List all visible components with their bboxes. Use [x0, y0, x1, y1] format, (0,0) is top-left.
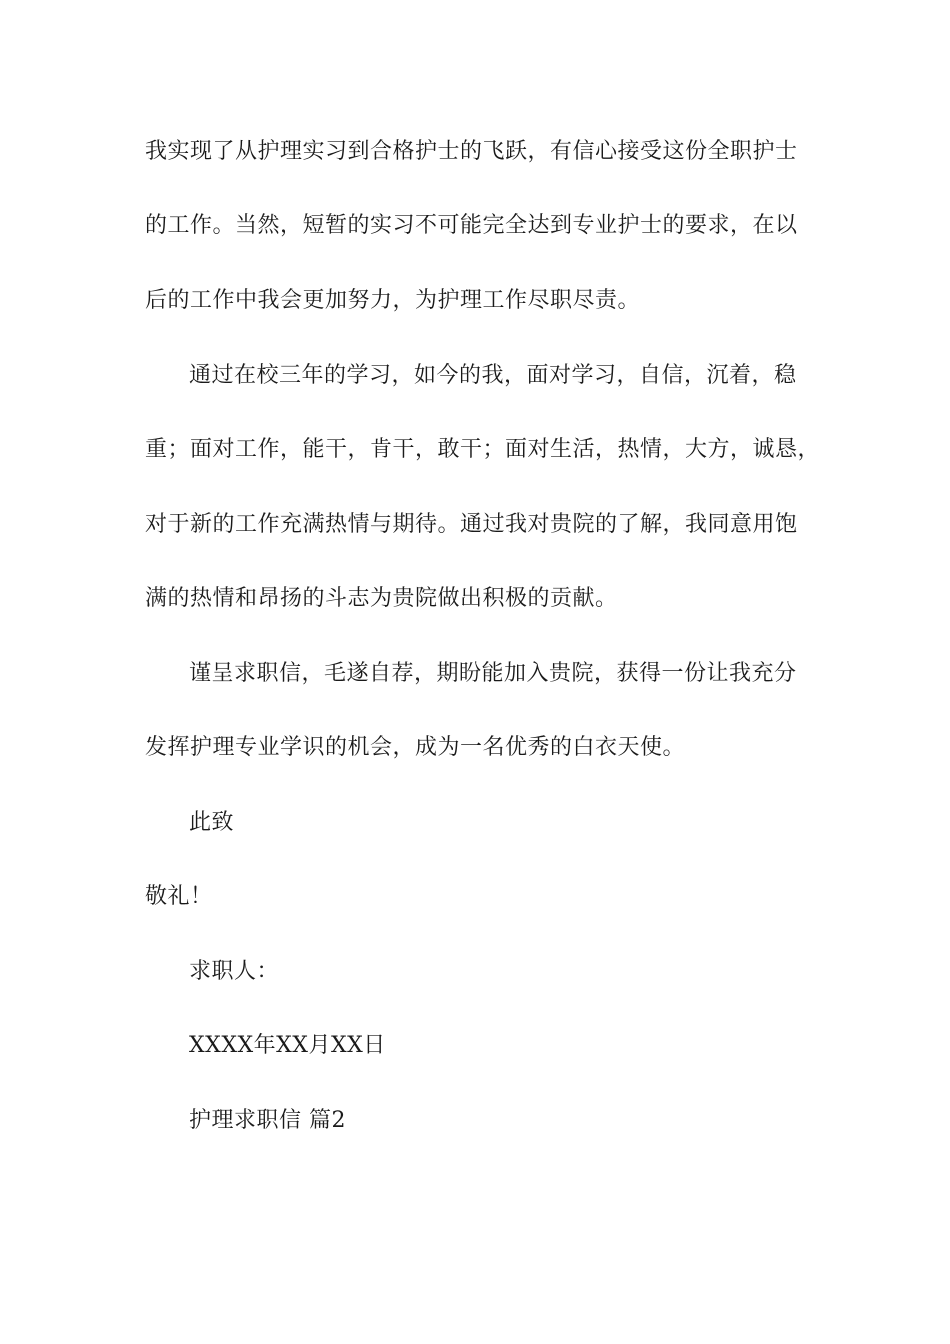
- paragraph-2-line-2: 重；面对工作，能干，肯干，敢干；面对生活，热情，大方，诚恳，: [145, 437, 821, 462]
- paragraph-2-line-4: 满的热情和昂扬的斗志为贵院做出积极的贡献。: [145, 586, 618, 611]
- section-heading: 护理求职信 篇2: [189, 1108, 346, 1133]
- date-line: XXXX年XX月XX日: [189, 1033, 386, 1058]
- applicant-label: 求职人：: [189, 959, 280, 984]
- paragraph-3-line-1: 谨呈求职信，毛遂自荐，期盼能加入贵院，获得一份让我充分: [189, 661, 797, 686]
- paragraph-2-line-1: 通过在校三年的学习，如今的我，面对学习，自信，沉着，稳: [189, 363, 797, 388]
- paragraph-2-line-3: 对于新的工作充满热情与期待。通过我对贵院的了解，我同意用饱: [145, 512, 798, 537]
- paragraph-1-line-3: 后的工作中我会更加努力，为护理工作尽职尽责。: [145, 288, 641, 313]
- paragraph-1-line-2: 的工作。当然，短暂的实习不可能完全达到专业护士的要求，在以: [145, 213, 798, 238]
- paragraph-1-line-1: 我实现了从护理实习到合格护士的飞跃，有信心接受这份全职护士: [145, 139, 798, 164]
- closing-regards: 敬礼！: [145, 884, 213, 909]
- closing-salutation: 此致: [189, 810, 235, 835]
- paragraph-3-line-2: 发挥护理专业学识的机会，成为一名优秀的白衣天使。: [145, 735, 686, 760]
